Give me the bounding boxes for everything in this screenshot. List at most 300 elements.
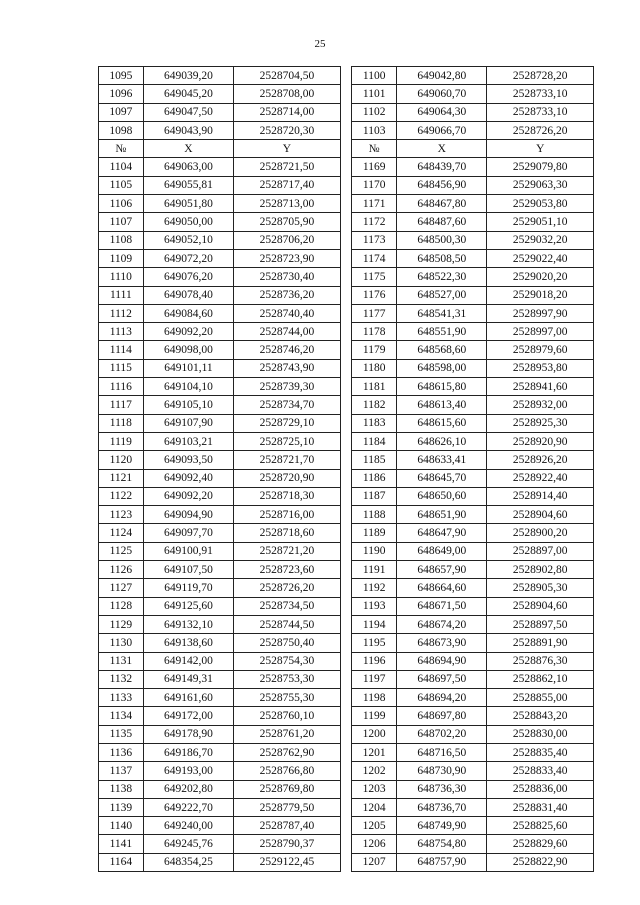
y-coordinate-right: 2528891,90 bbox=[487, 634, 594, 652]
table-row bbox=[99, 780, 594, 798]
y-coordinate-left: 2528721,50 bbox=[234, 158, 340, 176]
column-separator bbox=[340, 469, 352, 487]
column-separator bbox=[340, 268, 352, 286]
y-coordinate-left: 2528704,50 bbox=[234, 67, 340, 85]
x-coordinate-right: 648500,30 bbox=[397, 231, 487, 249]
point-number-left: 1120 bbox=[99, 451, 144, 469]
y-coordinate-right: 2528855,00 bbox=[487, 689, 594, 707]
column-separator bbox=[340, 817, 352, 835]
point-number-left: 1096 bbox=[99, 85, 144, 103]
table-row bbox=[99, 359, 594, 377]
x-coordinate-right: 649066,70 bbox=[397, 121, 487, 139]
point-number-left: 1136 bbox=[99, 743, 144, 761]
point-number-left: 1139 bbox=[99, 798, 144, 816]
x-coordinate-right: 648649,00 bbox=[397, 542, 487, 560]
x-coordinate-left: 649052,10 bbox=[143, 231, 233, 249]
x-coordinate-right: 648633,41 bbox=[397, 451, 487, 469]
x-coordinate-right: 648508,50 bbox=[397, 249, 487, 267]
table-row bbox=[99, 835, 594, 853]
y-coordinate-left: 2528744,00 bbox=[234, 323, 340, 341]
x-coordinate-right: 648736,70 bbox=[397, 798, 487, 816]
column-separator bbox=[340, 506, 352, 524]
point-number-left: 1140 bbox=[99, 817, 144, 835]
x-coordinate-right: 648697,50 bbox=[397, 670, 487, 688]
x-coordinate-left: 649161,60 bbox=[143, 689, 233, 707]
point-number-right: 1180 bbox=[352, 359, 397, 377]
point-number-right: 1191 bbox=[352, 561, 397, 579]
column-separator bbox=[340, 762, 352, 780]
y-coordinate-left: 2528725,10 bbox=[234, 432, 340, 450]
column-separator bbox=[340, 67, 352, 85]
point-number-right: 1182 bbox=[352, 396, 397, 414]
column-separator bbox=[340, 451, 352, 469]
y-coordinate-left: 2528726,20 bbox=[234, 579, 340, 597]
point-number-left: 1113 bbox=[99, 323, 144, 341]
x-coordinate-right: 648645,70 bbox=[397, 469, 487, 487]
point-number-right: 1195 bbox=[352, 634, 397, 652]
point-number-left: 1109 bbox=[99, 249, 144, 267]
point-number-left: 1128 bbox=[99, 597, 144, 615]
x-coordinate-right: 648647,90 bbox=[397, 524, 487, 542]
x-coordinate-left: 649098,00 bbox=[143, 341, 233, 359]
table-row bbox=[99, 304, 594, 322]
column-separator bbox=[340, 707, 352, 725]
x-coordinate-right: 648615,80 bbox=[397, 378, 487, 396]
point-number-right: 1100 bbox=[352, 67, 397, 85]
x-coordinate-right: 648749,90 bbox=[397, 817, 487, 835]
column-separator bbox=[340, 597, 352, 615]
y-coordinate-left: 2528739,30 bbox=[234, 378, 340, 396]
y-coordinate-right: 2528897,00 bbox=[487, 542, 594, 560]
table-row bbox=[99, 67, 594, 85]
y-coordinate-left: 2528750,40 bbox=[234, 634, 340, 652]
point-number-left: 1117 bbox=[99, 396, 144, 414]
x-coordinate-right: 648626,10 bbox=[397, 432, 487, 450]
column-separator bbox=[340, 323, 352, 341]
y-coordinate-left: 2528716,00 bbox=[234, 506, 340, 524]
point-number-left: 1129 bbox=[99, 615, 144, 633]
column-separator bbox=[340, 798, 352, 816]
table-row bbox=[99, 615, 594, 633]
column-separator bbox=[340, 213, 352, 231]
y-coordinate-right: 2528829,60 bbox=[487, 835, 594, 853]
x-coordinate-right: 649060,70 bbox=[397, 85, 487, 103]
table-row bbox=[99, 249, 594, 267]
x-coordinate-left: 649092,20 bbox=[143, 323, 233, 341]
x-coordinate-right: 648650,60 bbox=[397, 487, 487, 505]
point-number-left: 1097 bbox=[99, 103, 144, 121]
x-coordinate-left: 649063,00 bbox=[143, 158, 233, 176]
point-number-right: 1181 bbox=[352, 378, 397, 396]
table-row bbox=[99, 634, 594, 652]
x-coordinate-right: 648697,80 bbox=[397, 707, 487, 725]
table-row bbox=[99, 689, 594, 707]
point-number-left: 1127 bbox=[99, 579, 144, 597]
table-row bbox=[99, 195, 594, 213]
x-coordinate-left: 649107,90 bbox=[143, 414, 233, 432]
point-number-left: 1098 bbox=[99, 121, 144, 139]
table-row bbox=[99, 414, 594, 432]
x-coordinate-right: 648702,20 bbox=[397, 725, 487, 743]
point-number-left: 1135 bbox=[99, 725, 144, 743]
y-coordinate-right: 2528726,20 bbox=[487, 121, 594, 139]
point-number-right: 1102 bbox=[352, 103, 397, 121]
point-number-right: 1172 bbox=[352, 213, 397, 231]
x-coordinate-left: 649103,21 bbox=[143, 432, 233, 450]
point-number-right: 1187 bbox=[352, 487, 397, 505]
table-row bbox=[99, 432, 594, 450]
point-number-left: 1130 bbox=[99, 634, 144, 652]
x-coordinate-right: 648568,60 bbox=[397, 341, 487, 359]
point-number-left: 1107 bbox=[99, 213, 144, 231]
point-number-left: 1122 bbox=[99, 487, 144, 505]
y-coordinate-right: 2528843,20 bbox=[487, 707, 594, 725]
y-coordinate-left: 2528718,30 bbox=[234, 487, 340, 505]
x-coordinate-right: 648598,00 bbox=[397, 359, 487, 377]
table-row bbox=[99, 323, 594, 341]
y-coordinate-left: 2528721,70 bbox=[234, 451, 340, 469]
y-coordinate-left: 2528753,30 bbox=[234, 670, 340, 688]
x-coordinate-right: 648694,20 bbox=[397, 689, 487, 707]
x-coordinate-right: 648541,31 bbox=[397, 304, 487, 322]
x-coordinate-left: 649149,31 bbox=[143, 670, 233, 688]
point-number-left: 1106 bbox=[99, 195, 144, 213]
y-coordinate-right: 2528835,40 bbox=[487, 743, 594, 761]
x-coordinate-left: 649222,70 bbox=[143, 798, 233, 816]
point-number-left: 1114 bbox=[99, 341, 144, 359]
y-coordinate-right: 2528932,00 bbox=[487, 396, 594, 414]
x-coordinate-left: 649138,60 bbox=[143, 634, 233, 652]
point-number-left: 1115 bbox=[99, 359, 144, 377]
point-number-left: 1111 bbox=[99, 286, 144, 304]
x-coordinate-right: 649064,30 bbox=[397, 103, 487, 121]
x-coordinate-left: 649047,50 bbox=[143, 103, 233, 121]
y-coordinate-left: 2528755,30 bbox=[234, 689, 340, 707]
table-row bbox=[99, 524, 594, 542]
y-coordinate-left: 2528740,40 bbox=[234, 304, 340, 322]
y-coordinate-left: 2528762,90 bbox=[234, 743, 340, 761]
y-coordinate-left: 2528760,10 bbox=[234, 707, 340, 725]
table-row bbox=[99, 378, 594, 396]
x-coordinate-left: 649186,70 bbox=[143, 743, 233, 761]
point-number-left: 1164 bbox=[99, 853, 144, 871]
y-coordinate-left: Y bbox=[234, 140, 340, 158]
x-coordinate-left: 649050,00 bbox=[143, 213, 233, 231]
point-number-left: 1132 bbox=[99, 670, 144, 688]
x-coordinate-right: X bbox=[397, 140, 487, 158]
y-coordinate-left: 2528787,40 bbox=[234, 817, 340, 835]
table-row bbox=[99, 506, 594, 524]
x-coordinate-left: 649078,40 bbox=[143, 286, 233, 304]
column-separator bbox=[340, 341, 352, 359]
point-number-right: 1206 bbox=[352, 835, 397, 853]
y-coordinate-left: 2528744,50 bbox=[234, 615, 340, 633]
column-separator bbox=[340, 579, 352, 597]
point-number-right: 1196 bbox=[352, 652, 397, 670]
column-separator bbox=[340, 176, 352, 194]
y-coordinate-left: 2528708,00 bbox=[234, 85, 340, 103]
x-coordinate-right: 648651,90 bbox=[397, 506, 487, 524]
point-number-right: 1178 bbox=[352, 323, 397, 341]
coordinates-table-body bbox=[99, 67, 594, 872]
table-row bbox=[99, 725, 594, 743]
point-number-right: 1174 bbox=[352, 249, 397, 267]
page-number: 25 bbox=[314, 38, 326, 50]
point-number-right: 1175 bbox=[352, 268, 397, 286]
point-number-right: 1177 bbox=[352, 304, 397, 322]
table-row bbox=[99, 652, 594, 670]
point-number-left: 1119 bbox=[99, 432, 144, 450]
point-number-right: 1202 bbox=[352, 762, 397, 780]
x-coordinate-right: 648456,90 bbox=[397, 176, 487, 194]
x-coordinate-left: 649100,91 bbox=[143, 542, 233, 560]
y-coordinate-right: 2528997,90 bbox=[487, 304, 594, 322]
y-coordinate-right: Y bbox=[487, 140, 594, 158]
y-coordinate-right: 2528926,20 bbox=[487, 451, 594, 469]
x-coordinate-right: 648754,80 bbox=[397, 835, 487, 853]
point-number-right: 1188 bbox=[352, 506, 397, 524]
point-number-left: 1134 bbox=[99, 707, 144, 725]
y-coordinate-right: 2529053,80 bbox=[487, 195, 594, 213]
y-coordinate-right: 2528862,10 bbox=[487, 670, 594, 688]
x-coordinate-left: X bbox=[143, 140, 233, 158]
point-number-left: № bbox=[99, 140, 144, 158]
y-coordinate-left: 2528734,70 bbox=[234, 396, 340, 414]
x-coordinate-right: 648615,60 bbox=[397, 414, 487, 432]
y-coordinate-right: 2528900,20 bbox=[487, 524, 594, 542]
column-separator bbox=[340, 853, 352, 871]
point-number-right: 1185 bbox=[352, 451, 397, 469]
point-number-right: 1207 bbox=[352, 853, 397, 871]
column-separator bbox=[340, 743, 352, 761]
column-separator bbox=[340, 378, 352, 396]
point-number-right: 1194 bbox=[352, 615, 397, 633]
point-number-right: 1204 bbox=[352, 798, 397, 816]
y-coordinate-right: 2528876,30 bbox=[487, 652, 594, 670]
point-number-right: 1170 bbox=[352, 176, 397, 194]
column-separator bbox=[340, 304, 352, 322]
table-row bbox=[99, 670, 594, 688]
y-coordinate-left: 2528713,00 bbox=[234, 195, 340, 213]
column-separator bbox=[340, 140, 352, 158]
column-separator bbox=[340, 487, 352, 505]
point-number-left: 1104 bbox=[99, 158, 144, 176]
column-separator bbox=[340, 780, 352, 798]
x-coordinate-left: 649094,90 bbox=[143, 506, 233, 524]
y-coordinate-left: 2528705,90 bbox=[234, 213, 340, 231]
y-coordinate-right: 2528925,30 bbox=[487, 414, 594, 432]
point-number-left: 1123 bbox=[99, 506, 144, 524]
y-coordinate-right: 2529051,10 bbox=[487, 213, 594, 231]
table-row bbox=[99, 743, 594, 761]
x-coordinate-left: 649125,60 bbox=[143, 597, 233, 615]
x-coordinate-left: 648354,25 bbox=[143, 853, 233, 871]
y-coordinate-left: 2528723,90 bbox=[234, 249, 340, 267]
point-number-right: 1197 bbox=[352, 670, 397, 688]
y-coordinate-right: 2528728,20 bbox=[487, 67, 594, 85]
column-separator bbox=[340, 524, 352, 542]
point-number-left: 1125 bbox=[99, 542, 144, 560]
point-number-left: 1133 bbox=[99, 689, 144, 707]
y-coordinate-left: 2528734,50 bbox=[234, 597, 340, 615]
table-row bbox=[99, 176, 594, 194]
x-coordinate-left: 649072,20 bbox=[143, 249, 233, 267]
column-separator bbox=[340, 725, 352, 743]
table-row bbox=[99, 231, 594, 249]
point-number-right: 1192 bbox=[352, 579, 397, 597]
x-coordinate-left: 649172,00 bbox=[143, 707, 233, 725]
x-coordinate-right: 648467,80 bbox=[397, 195, 487, 213]
y-coordinate-left: 2528779,50 bbox=[234, 798, 340, 816]
x-coordinate-left: 649245,76 bbox=[143, 835, 233, 853]
x-coordinate-right: 649042,80 bbox=[397, 67, 487, 85]
x-coordinate-right: 648673,90 bbox=[397, 634, 487, 652]
x-coordinate-left: 649119,70 bbox=[143, 579, 233, 597]
point-number-right: 1203 bbox=[352, 780, 397, 798]
y-coordinate-left: 2528736,20 bbox=[234, 286, 340, 304]
table-header-row bbox=[99, 140, 594, 158]
point-number-right: 1200 bbox=[352, 725, 397, 743]
x-coordinate-left: 649178,90 bbox=[143, 725, 233, 743]
y-coordinate-right: 2528897,50 bbox=[487, 615, 594, 633]
y-coordinate-right: 2528733,10 bbox=[487, 103, 594, 121]
y-coordinate-left: 2528729,10 bbox=[234, 414, 340, 432]
table-row bbox=[99, 396, 594, 414]
point-number-left: 1118 bbox=[99, 414, 144, 432]
x-coordinate-right: 648716,50 bbox=[397, 743, 487, 761]
column-separator bbox=[340, 652, 352, 670]
y-coordinate-left: 2529122,45 bbox=[234, 853, 340, 871]
table-row bbox=[99, 286, 594, 304]
y-coordinate-right: 2528953,80 bbox=[487, 359, 594, 377]
point-number-left: 1138 bbox=[99, 780, 144, 798]
table-row bbox=[99, 469, 594, 487]
x-coordinate-right: 648522,30 bbox=[397, 268, 487, 286]
y-coordinate-right: 2528822,90 bbox=[487, 853, 594, 871]
point-number-right: 1189 bbox=[352, 524, 397, 542]
point-number-right: 1184 bbox=[352, 432, 397, 450]
table-row bbox=[99, 853, 594, 871]
x-coordinate-right: 648487,60 bbox=[397, 213, 487, 231]
table-row bbox=[99, 158, 594, 176]
point-number-right: 1103 bbox=[352, 121, 397, 139]
point-number-right: 1173 bbox=[352, 231, 397, 249]
y-coordinate-left: 2528790,37 bbox=[234, 835, 340, 853]
x-coordinate-left: 649104,10 bbox=[143, 378, 233, 396]
y-coordinate-left: 2528718,60 bbox=[234, 524, 340, 542]
y-coordinate-left: 2528714,00 bbox=[234, 103, 340, 121]
x-coordinate-left: 649084,60 bbox=[143, 304, 233, 322]
y-coordinate-left: 2528706,20 bbox=[234, 231, 340, 249]
point-number-left: 1121 bbox=[99, 469, 144, 487]
y-coordinate-right: 2528905,30 bbox=[487, 579, 594, 597]
point-number-left: 1126 bbox=[99, 561, 144, 579]
x-coordinate-right: 648657,90 bbox=[397, 561, 487, 579]
y-coordinate-right: 2528733,10 bbox=[487, 85, 594, 103]
column-separator bbox=[340, 121, 352, 139]
y-coordinate-right: 2528914,40 bbox=[487, 487, 594, 505]
point-number-left: 1116 bbox=[99, 378, 144, 396]
x-coordinate-right: 648736,30 bbox=[397, 780, 487, 798]
y-coordinate-left: 2528766,80 bbox=[234, 762, 340, 780]
x-coordinate-left: 649093,50 bbox=[143, 451, 233, 469]
x-coordinate-left: 649045,20 bbox=[143, 85, 233, 103]
x-coordinate-left: 649097,70 bbox=[143, 524, 233, 542]
x-coordinate-right: 648551,90 bbox=[397, 323, 487, 341]
y-coordinate-left: 2528720,30 bbox=[234, 121, 340, 139]
point-number-right: 1193 bbox=[352, 597, 397, 615]
x-coordinate-left: 649092,20 bbox=[143, 487, 233, 505]
y-coordinate-right: 2528920,90 bbox=[487, 432, 594, 450]
table-row bbox=[99, 85, 594, 103]
y-coordinate-left: 2528721,20 bbox=[234, 542, 340, 560]
point-number-left: 1112 bbox=[99, 304, 144, 322]
column-separator bbox=[340, 249, 352, 267]
point-number-left: 1137 bbox=[99, 762, 144, 780]
x-coordinate-right: 648664,60 bbox=[397, 579, 487, 597]
table-row bbox=[99, 597, 594, 615]
y-coordinate-right: 2528830,00 bbox=[487, 725, 594, 743]
column-separator bbox=[340, 432, 352, 450]
y-coordinate-right: 2529022,40 bbox=[487, 249, 594, 267]
point-number-right: 1186 bbox=[352, 469, 397, 487]
table-row bbox=[99, 798, 594, 816]
point-number-right: 1199 bbox=[352, 707, 397, 725]
column-separator bbox=[340, 670, 352, 688]
table-row bbox=[99, 451, 594, 469]
x-coordinate-right: 648613,40 bbox=[397, 396, 487, 414]
point-number-left: 1110 bbox=[99, 268, 144, 286]
x-coordinate-left: 649092,40 bbox=[143, 469, 233, 487]
x-coordinate-left: 649043,90 bbox=[143, 121, 233, 139]
x-coordinate-right: 648757,90 bbox=[397, 853, 487, 871]
column-separator bbox=[340, 158, 352, 176]
point-number-left: 1095 bbox=[99, 67, 144, 85]
table-row bbox=[99, 762, 594, 780]
table-row bbox=[99, 213, 594, 231]
y-coordinate-right: 2528831,40 bbox=[487, 798, 594, 816]
point-number-right: № bbox=[352, 140, 397, 158]
table-row bbox=[99, 103, 594, 121]
x-coordinate-left: 649202,80 bbox=[143, 780, 233, 798]
x-coordinate-right: 648730,90 bbox=[397, 762, 487, 780]
y-coordinate-right: 2528902,80 bbox=[487, 561, 594, 579]
y-coordinate-left: 2528754,30 bbox=[234, 652, 340, 670]
x-coordinate-left: 649240,00 bbox=[143, 817, 233, 835]
table-row bbox=[99, 268, 594, 286]
x-coordinate-left: 649101,11 bbox=[143, 359, 233, 377]
x-coordinate-right: 648671,50 bbox=[397, 597, 487, 615]
x-coordinate-left: 649105,10 bbox=[143, 396, 233, 414]
y-coordinate-right: 2529032,20 bbox=[487, 231, 594, 249]
point-number-right: 1101 bbox=[352, 85, 397, 103]
point-number-left: 1105 bbox=[99, 176, 144, 194]
y-coordinate-left: 2528717,40 bbox=[234, 176, 340, 194]
point-number-right: 1198 bbox=[352, 689, 397, 707]
x-coordinate-right: 648527,00 bbox=[397, 286, 487, 304]
y-coordinate-right: 2528904,60 bbox=[487, 597, 594, 615]
y-coordinate-right: 2528941,60 bbox=[487, 378, 594, 396]
y-coordinate-left: 2528743,90 bbox=[234, 359, 340, 377]
column-separator bbox=[340, 286, 352, 304]
column-separator bbox=[340, 396, 352, 414]
y-coordinate-right: 2528922,40 bbox=[487, 469, 594, 487]
table-row bbox=[99, 707, 594, 725]
x-coordinate-left: 649051,80 bbox=[143, 195, 233, 213]
x-coordinate-left: 649132,10 bbox=[143, 615, 233, 633]
point-number-right: 1190 bbox=[352, 542, 397, 560]
point-number-left: 1108 bbox=[99, 231, 144, 249]
